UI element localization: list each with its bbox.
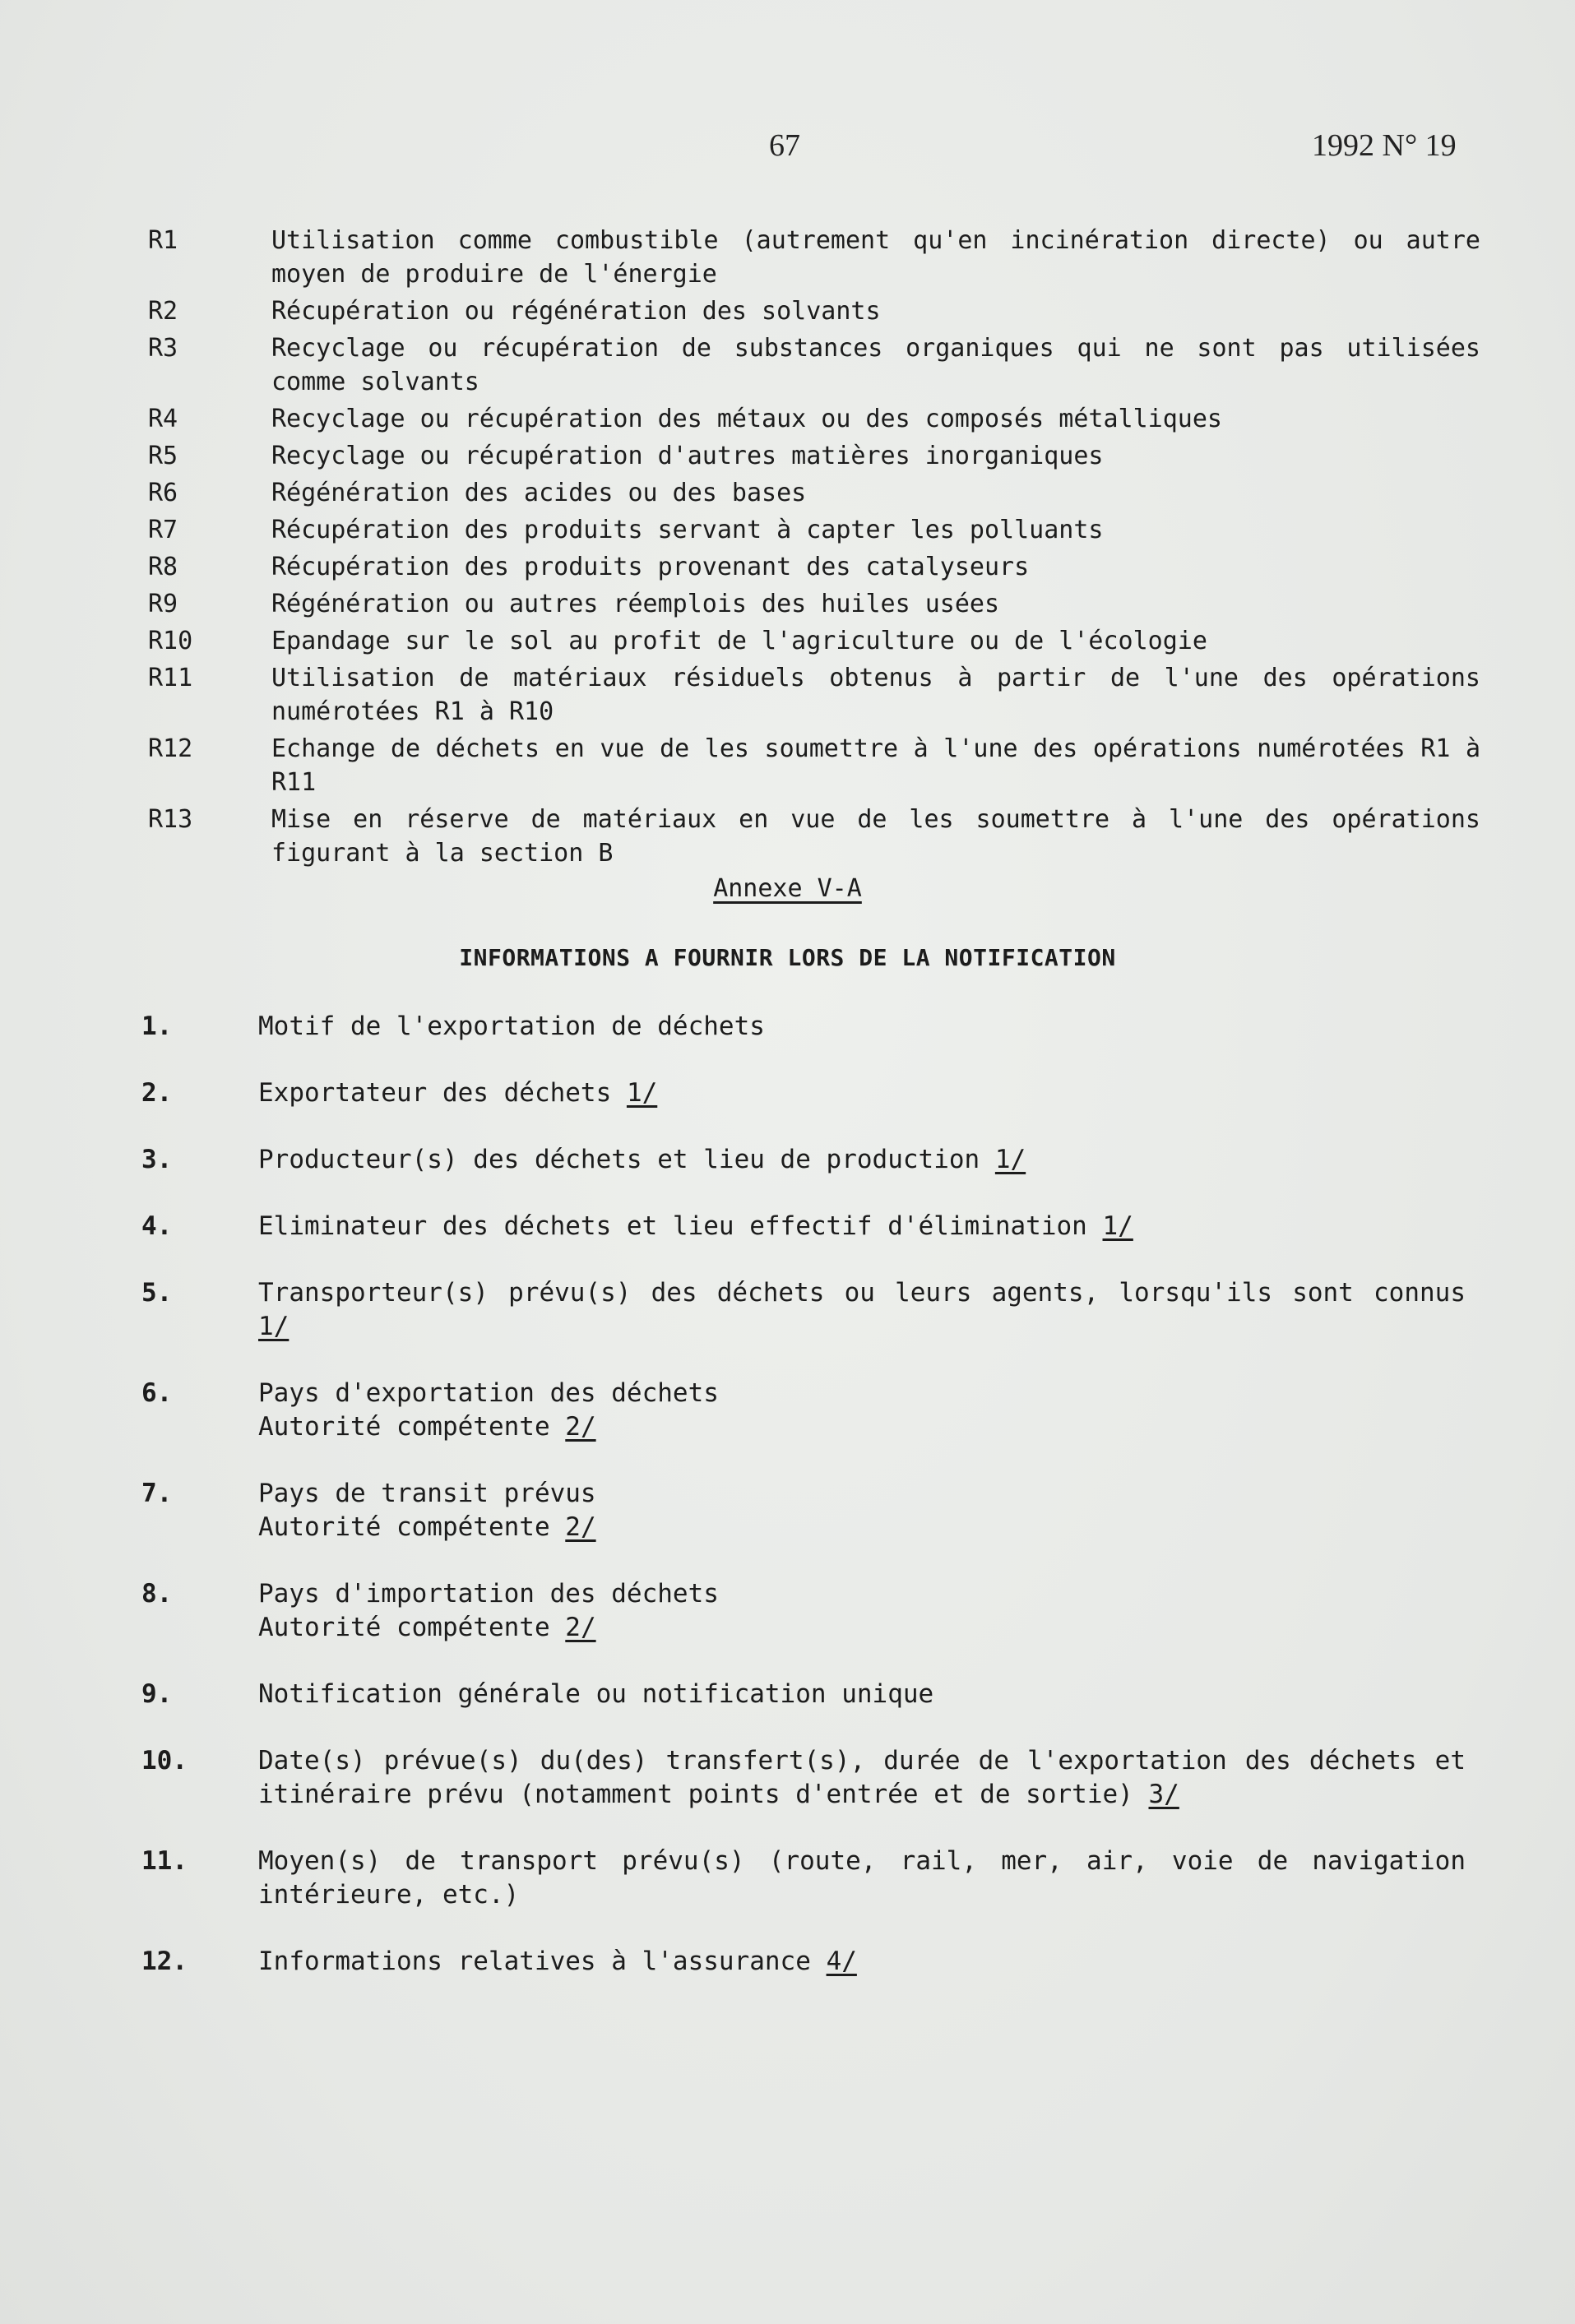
item-text <box>258 1210 1466 1243</box>
notification-item <box>141 1276 1466 1344</box>
operation-description: Recyclage ou récupération d'autres matières inorganiques <box>271 442 1104 470</box>
item-line: Eliminateur des déchets et lieu effectif d'élimination <box>258 1211 1087 1241</box>
operation-code: R11 <box>148 664 193 692</box>
item-line: Notification générale ou notification unique <box>258 1679 934 1709</box>
operation-description: Régénération ou autres réemplois des huiles usées <box>271 590 1000 618</box>
item-line: Pays d'exportation des déchets <box>258 1378 719 1408</box>
item-text <box>258 1845 1466 1912</box>
notification-item <box>141 1076 1466 1110</box>
footnote-reference: 2/ <box>565 1613 596 1642</box>
operation-code: R10 <box>148 627 193 655</box>
item-number: 11. <box>141 1846 188 1876</box>
item-line: Moyen(s) de transport prévu(s) (route, rail, mer, air, voie de navigation intérieure, etc.) <box>258 1846 1466 1910</box>
item-line: Transporteur(s) prévu(s) des déchets ou leurs agents, lorsqu'ils sont connus <box>258 1278 1466 1308</box>
item-line: Date(s) prévue(s) du(des) transfert(s), durée de l'exportation des déchets et itinéraire prévu (notamment points d'entrée et de sortie) <box>258 1746 1466 1809</box>
notification-item <box>141 1577 1466 1645</box>
item-number: 1. <box>141 1012 173 1041</box>
footnote-reference: 2/ <box>565 1512 596 1542</box>
item-text <box>258 1744 1466 1812</box>
footnote-reference: 1/ <box>1102 1211 1133 1241</box>
footnote-reference: 3/ <box>1148 1780 1179 1809</box>
notification-item <box>141 1377 1466 1444</box>
operation-row <box>148 224 1480 291</box>
item-text <box>258 1577 1466 1645</box>
operation-row <box>148 624 1480 658</box>
operation-row <box>148 331 1480 399</box>
item-text <box>258 1678 1466 1711</box>
item-text <box>258 1377 1466 1444</box>
item-line: Motif de l'exportation de déchets <box>258 1012 765 1041</box>
notification-item <box>141 1477 1466 1544</box>
page-header <box>0 127 1575 169</box>
annex-heading: INFORMATIONS A FOURNIR LORS DE LA NOTIFICATION <box>459 944 1116 971</box>
operation-description: Régénération des acides ou des bases <box>271 479 807 507</box>
operation-code: R8 <box>148 553 178 581</box>
operation-code: R4 <box>148 405 178 433</box>
operation-row <box>148 439 1480 473</box>
item-line: Producteur(s) des déchets et lieu de production <box>258 1145 980 1174</box>
operation-row <box>148 476 1480 510</box>
item-line: Informations relatives à l'assurance <box>258 1947 811 1976</box>
operation-code: R13 <box>148 805 193 834</box>
operation-row <box>148 732 1480 799</box>
notification-item <box>141 1143 1466 1177</box>
operation-row <box>148 294 1480 328</box>
item-number: 8. <box>141 1579 173 1609</box>
operation-row <box>148 550 1480 584</box>
operation-code: R7 <box>148 516 178 544</box>
operation-code: R2 <box>148 297 178 326</box>
operation-row <box>148 661 1480 729</box>
item-number: 6. <box>141 1378 173 1408</box>
item-number: 10. <box>141 1746 188 1775</box>
operation-description: Mise en réserve de matériaux en vue de les soumettre à l'une des opérations figurant à la section B <box>271 805 1480 868</box>
recovery-operations-list <box>148 224 1480 873</box>
operation-code: R6 <box>148 479 178 507</box>
item-text <box>258 1010 1466 1044</box>
item-text <box>258 1276 1466 1344</box>
footnote-reference: 1/ <box>258 1312 290 1341</box>
footnote-reference: 4/ <box>826 1947 857 1976</box>
item-number: 2. <box>141 1078 173 1108</box>
item-number: 7. <box>141 1479 173 1508</box>
operation-description: Utilisation de matériaux résiduels obtenus à partir de l'une des opérations numérotées R1 à R10 <box>271 664 1480 726</box>
operation-row <box>148 402 1480 436</box>
operation-code: R3 <box>148 334 178 363</box>
operation-row <box>148 803 1480 870</box>
operation-description: Echange de déchets en vue de les soumettre à l'une des opérations numérotées R1 à R11 <box>271 734 1480 797</box>
operation-description: Récupération des produits provenant des catalyseurs <box>271 553 1030 581</box>
annex-title: Annexe V-A <box>713 874 862 903</box>
notification-item <box>141 1210 1466 1243</box>
footnote-reference: 1/ <box>994 1145 1026 1174</box>
footnote-reference: 1/ <box>626 1078 658 1108</box>
notification-item <box>141 1845 1466 1912</box>
item-line: Autorité compétente <box>258 1613 550 1642</box>
operation-description: Récupération des produits servant à capter les polluants <box>271 516 1104 544</box>
item-number: 4. <box>141 1211 173 1241</box>
item-number: 12. <box>141 1947 188 1976</box>
issue-reference: 1992 N° 19 <box>1312 128 1457 163</box>
footnote-reference: 2/ <box>565 1412 596 1442</box>
notification-item <box>141 1945 1466 1979</box>
item-number: 9. <box>141 1679 173 1709</box>
operation-description: Epandage sur le sol au profit de l'agriculture ou de l'écologie <box>271 627 1207 655</box>
item-line: Autorité compétente <box>258 1512 550 1542</box>
notification-item <box>141 1010 1466 1044</box>
item-number: 5. <box>141 1278 173 1308</box>
notification-item <box>141 1744 1466 1812</box>
item-number: 3. <box>141 1145 173 1174</box>
notification-items-list <box>141 1010 1466 2012</box>
notification-item <box>141 1678 1466 1711</box>
operation-description: Recyclage ou récupération de substances organiques qui ne sont pas utilisées comme solvants <box>271 334 1480 396</box>
item-line: Autorité compétente <box>258 1412 550 1442</box>
item-text <box>258 1477 1466 1544</box>
operation-code: R5 <box>148 442 178 470</box>
item-text <box>258 1945 1466 1979</box>
item-line: Pays d'importation des déchets <box>258 1579 719 1609</box>
item-text <box>258 1076 1466 1110</box>
operation-description: Récupération ou régénération des solvants <box>271 297 881 326</box>
item-text <box>258 1143 1466 1177</box>
operation-description: Utilisation comme combustible (autrement qu'en incinération directe) ou autre moyen de produire de l'énergie <box>271 226 1480 289</box>
page-number: 67 <box>769 128 800 163</box>
operation-code: R1 <box>148 226 178 255</box>
operation-row <box>148 513 1480 547</box>
item-line: Pays de transit prévus <box>258 1479 596 1508</box>
operation-description: Recyclage ou récupération des métaux ou des composés métalliques <box>271 405 1222 433</box>
operation-code: R9 <box>148 590 178 618</box>
item-line: Exportateur des déchets <box>258 1078 612 1108</box>
operation-row <box>148 587 1480 621</box>
operation-code: R12 <box>148 734 193 763</box>
